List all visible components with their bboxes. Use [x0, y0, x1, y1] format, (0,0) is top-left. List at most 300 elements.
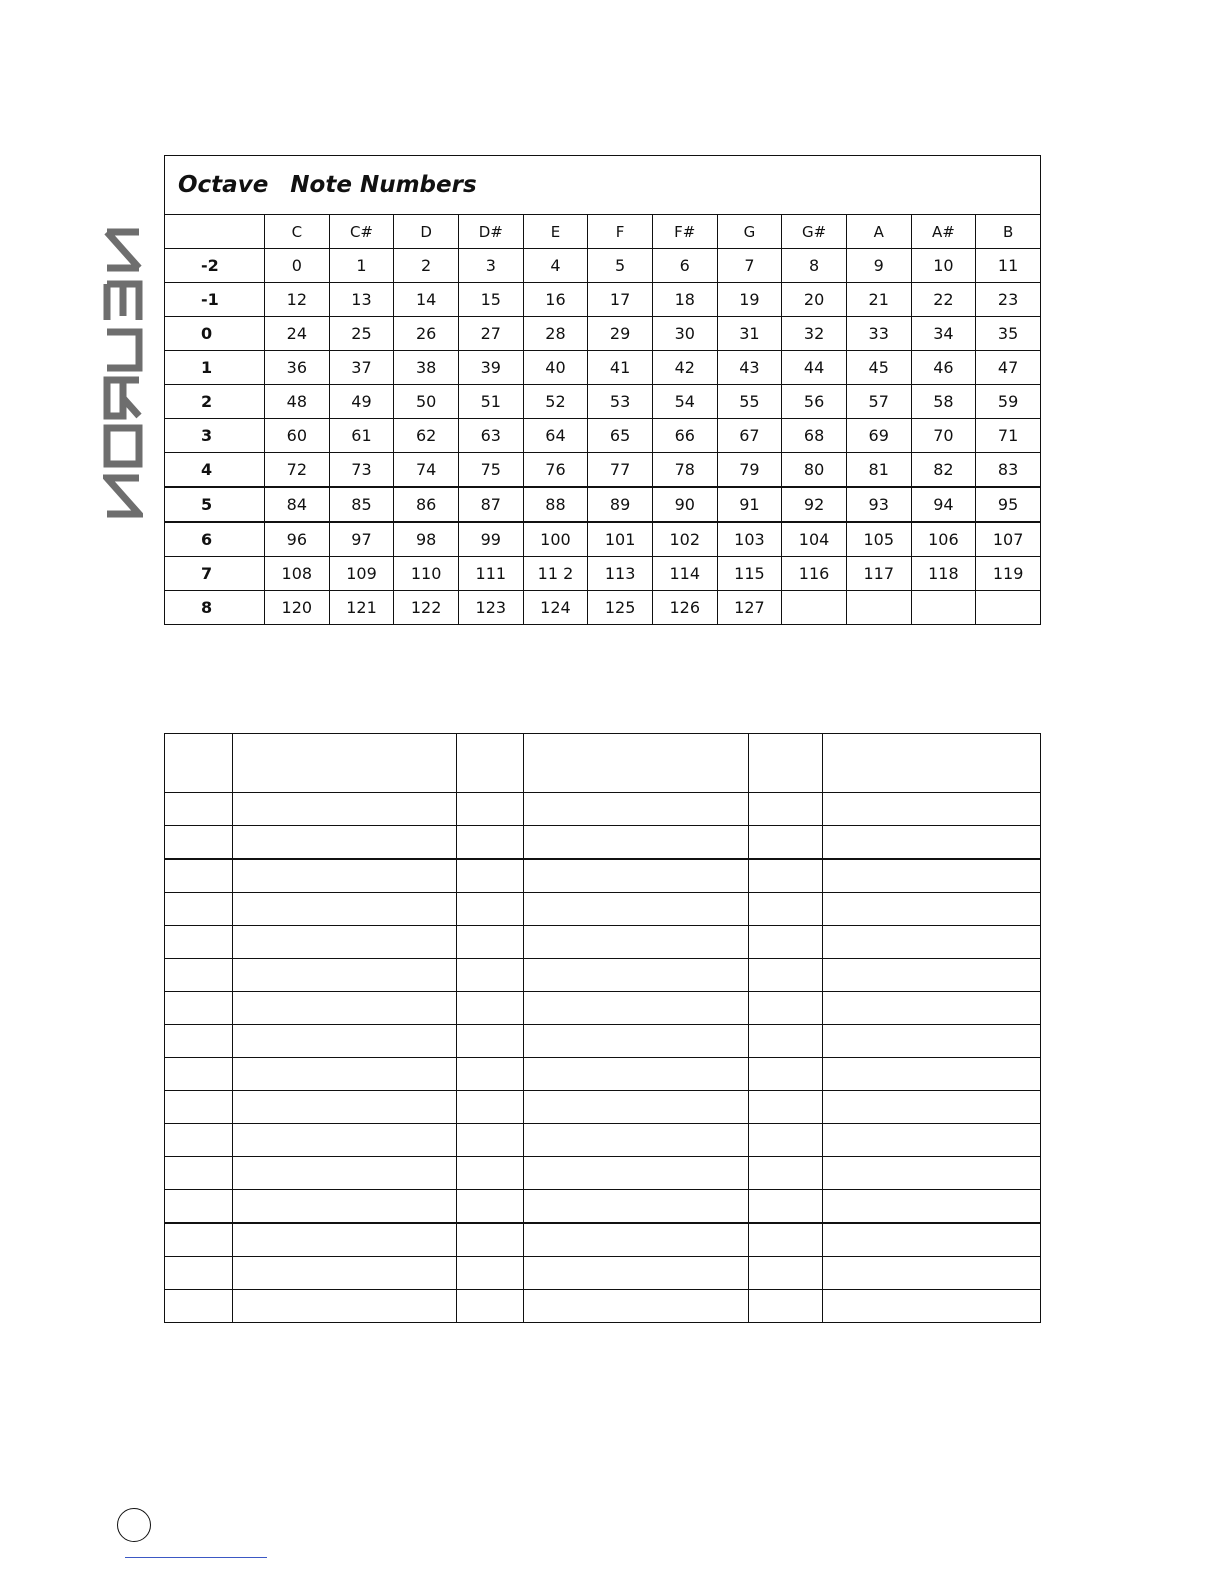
- note-number-cell: 119: [976, 557, 1041, 591]
- note-number-cell: 99: [458, 522, 523, 557]
- blank-cell: [823, 859, 1041, 893]
- note-number-cell: 92: [782, 487, 847, 522]
- blank-row: [165, 859, 1041, 893]
- note-number-cell: 108: [265, 557, 330, 591]
- octave-row: [165, 317, 1041, 351]
- note-number-cell: 11: [976, 249, 1041, 283]
- note-number-cell: 29: [588, 317, 653, 351]
- note-number-cell: 58: [911, 385, 976, 419]
- note-number-cell: 34: [911, 317, 976, 351]
- octave-row: [165, 453, 1041, 488]
- note-number-cell: 118: [911, 557, 976, 591]
- note-number-cell: 120: [265, 591, 330, 625]
- logo-letter-n-2: [107, 478, 139, 514]
- blank-header-cell: [233, 734, 457, 793]
- note-number-cell: 32: [782, 317, 847, 351]
- blank-cell: [165, 1157, 233, 1190]
- note-number-cell: 64: [523, 419, 588, 453]
- note-number-cell: 36: [265, 351, 330, 385]
- blank-cell: [823, 1124, 1041, 1157]
- note-number-cell: 61: [329, 419, 394, 453]
- blank-cell: [823, 1223, 1041, 1257]
- blank-cell: [749, 992, 823, 1025]
- note-number-cell: 71: [976, 419, 1041, 453]
- blank-cell: [524, 826, 749, 860]
- note-number-cell: 115: [717, 557, 782, 591]
- note-number-cell: 12: [265, 283, 330, 317]
- note-number-cell: 38: [394, 351, 459, 385]
- blank-cell: [749, 1190, 823, 1224]
- blank-cell: [233, 1157, 457, 1190]
- blank-cell: [524, 893, 749, 926]
- note-column-header: E: [523, 215, 588, 249]
- note-number-cell: 28: [523, 317, 588, 351]
- note-number-cell: 26: [394, 317, 459, 351]
- blank-cell: [457, 926, 524, 959]
- blank-cell: [524, 1025, 749, 1058]
- note-number-cell: 27: [458, 317, 523, 351]
- blank-cell: [457, 1025, 524, 1058]
- note-column-header: A#: [911, 215, 976, 249]
- note-number-cell: 66: [652, 419, 717, 453]
- note-column-header: C: [265, 215, 330, 249]
- note-number-cell: 9: [846, 249, 911, 283]
- octave-row: [165, 591, 1041, 625]
- note-column-header: D: [394, 215, 459, 249]
- note-number-cell: 68: [782, 419, 847, 453]
- note-number-cell: [911, 591, 976, 625]
- note-number-cell: 95: [976, 487, 1041, 522]
- note-number-cell: 63: [458, 419, 523, 453]
- blank-cell: [823, 1058, 1041, 1091]
- blank-cell: [749, 1290, 823, 1323]
- blank-row: [165, 1257, 1041, 1290]
- note-number-cell: 73: [329, 453, 394, 488]
- note-number-cell: 105: [846, 522, 911, 557]
- blank-cell: [524, 793, 749, 826]
- note-number-cell: 43: [717, 351, 782, 385]
- note-number-cell: 89: [588, 487, 653, 522]
- note-number-cell: 79: [717, 453, 782, 488]
- blank-cell: [233, 1223, 457, 1257]
- note-number-cell: 125: [588, 591, 653, 625]
- blank-cell: [165, 826, 233, 860]
- note-number-cell: 91: [717, 487, 782, 522]
- note-number-cell: 97: [329, 522, 394, 557]
- note-number-cell: 86: [394, 487, 459, 522]
- octave-row: [165, 522, 1041, 557]
- blank-header-cell: [457, 734, 524, 793]
- blank-cell: [233, 1257, 457, 1290]
- note-number-cell: 81: [846, 453, 911, 488]
- octave-label: 3: [165, 419, 265, 453]
- blank-row: [165, 926, 1041, 959]
- note-number-cell: 5: [588, 249, 653, 283]
- blank-cell: [749, 793, 823, 826]
- octave-label: 1: [165, 351, 265, 385]
- note-number-cell: 44: [782, 351, 847, 385]
- note-number-cell: 33: [846, 317, 911, 351]
- blank-cell: [233, 893, 457, 926]
- note-number-cell: 84: [265, 487, 330, 522]
- blank-cell: [749, 1257, 823, 1290]
- page-number-circle: [117, 1508, 151, 1542]
- note-number-cell: 20: [782, 283, 847, 317]
- note-number-cell: 57: [846, 385, 911, 419]
- note-number-cell: 25: [329, 317, 394, 351]
- blank-cell: [823, 826, 1041, 860]
- blank-cell: [165, 959, 233, 992]
- note-number-cell: 70: [911, 419, 976, 453]
- blank-cell: [823, 1025, 1041, 1058]
- page-footer-line: [125, 1557, 267, 1558]
- blank-cell: [165, 1091, 233, 1124]
- note-number-cell: 114: [652, 557, 717, 591]
- blank-cell: [457, 826, 524, 860]
- note-number-cell: 69: [846, 419, 911, 453]
- note-number-cell: 82: [911, 453, 976, 488]
- note-number-cell: 17: [588, 283, 653, 317]
- note-number-cell: 52: [523, 385, 588, 419]
- blank-cell: [457, 1190, 524, 1224]
- note-number-cell: 75: [458, 453, 523, 488]
- note-column-header: G#: [782, 215, 847, 249]
- blank-cell: [823, 959, 1041, 992]
- note-number-cell: 107: [976, 522, 1041, 557]
- note-number-cell: 121: [329, 591, 394, 625]
- header-blank-cell: [165, 215, 265, 249]
- octave-row: [165, 249, 1041, 283]
- note-number-cell: 113: [588, 557, 653, 591]
- note-number-cell: 11 2: [523, 557, 588, 591]
- note-number-cell: 56: [782, 385, 847, 419]
- blank-cell: [165, 1025, 233, 1058]
- blank-cell: [165, 893, 233, 926]
- note-number-cell: 98: [394, 522, 459, 557]
- blank-cell: [233, 1190, 457, 1224]
- note-number-cell: 18: [652, 283, 717, 317]
- blank-cell: [165, 1058, 233, 1091]
- note-number-cell: 74: [394, 453, 459, 488]
- note-header-row: [165, 215, 1041, 249]
- note-number-cell: 96: [265, 522, 330, 557]
- note-number-cell: 122: [394, 591, 459, 625]
- blank-cell: [524, 1157, 749, 1190]
- blank-row: [165, 1190, 1041, 1224]
- note-number-cell: 1: [329, 249, 394, 283]
- note-number-cell: 111: [458, 557, 523, 591]
- blank-cell: [749, 959, 823, 992]
- octave-label: 7: [165, 557, 265, 591]
- blank-cell: [233, 992, 457, 1025]
- note-number-table: [164, 155, 1041, 625]
- note-number-cell: 15: [458, 283, 523, 317]
- blank-header-cell: [749, 734, 823, 793]
- octave-row: [165, 351, 1041, 385]
- blank-cell: [165, 793, 233, 826]
- logo-letter-o: [107, 428, 139, 464]
- note-number-cell: [976, 591, 1041, 625]
- note-column-header: C#: [329, 215, 394, 249]
- note-number-cell: 4: [523, 249, 588, 283]
- octave-label: 5: [165, 487, 265, 522]
- blank-cell: [524, 1124, 749, 1157]
- note-number-cell: 51: [458, 385, 523, 419]
- octave-label: 8: [165, 591, 265, 625]
- blank-cell: [457, 1157, 524, 1190]
- octave-label: 2: [165, 385, 265, 419]
- blank-row: [165, 1124, 1041, 1157]
- blank-cell: [233, 926, 457, 959]
- blank-row: [165, 959, 1041, 992]
- note-column-header: G: [717, 215, 782, 249]
- note-number-cell: 13: [329, 283, 394, 317]
- blank-cell: [524, 859, 749, 893]
- logo-letter-e: [107, 284, 139, 320]
- blank-cell: [233, 826, 457, 860]
- blank-cell: [233, 1025, 457, 1058]
- note-number-cell: 31: [717, 317, 782, 351]
- blank-cell: [749, 1223, 823, 1257]
- blank-header-cell: [165, 734, 233, 793]
- note-number-cell: 24: [265, 317, 330, 351]
- note-number-cell: 123: [458, 591, 523, 625]
- blank-cell: [749, 926, 823, 959]
- blank-cell: [457, 1223, 524, 1257]
- blank-row: [165, 1091, 1041, 1124]
- note-number-cell: 65: [588, 419, 653, 453]
- blank-cell: [165, 992, 233, 1025]
- note-table-title: [165, 156, 1041, 215]
- blank-cell: [233, 859, 457, 893]
- blank-cell: [233, 1058, 457, 1091]
- blank-cell: [457, 793, 524, 826]
- blank-cell: [165, 1257, 233, 1290]
- blank-cell: [749, 859, 823, 893]
- note-number-cell: 83: [976, 453, 1041, 488]
- note-number-cell: 7: [717, 249, 782, 283]
- blank-row: [165, 992, 1041, 1025]
- octave-row: [165, 419, 1041, 453]
- blank-cell: [823, 1157, 1041, 1190]
- note-number-cell: 110: [394, 557, 459, 591]
- blank-cell: [165, 859, 233, 893]
- note-number-cell: 124: [523, 591, 588, 625]
- note-number-cell: 59: [976, 385, 1041, 419]
- blank-cell: [165, 1223, 233, 1257]
- octave-label: 0: [165, 317, 265, 351]
- blank-row: [165, 1025, 1041, 1058]
- note-number-cell: 3: [458, 249, 523, 283]
- blank-cell: [823, 992, 1041, 1025]
- logo-letter-u: [107, 332, 139, 368]
- note-number-cell: 10: [911, 249, 976, 283]
- blank-row: [165, 826, 1041, 860]
- blank-cell: [524, 959, 749, 992]
- note-number-cell: 46: [911, 351, 976, 385]
- blank-cell: [233, 1124, 457, 1157]
- octave-row: [165, 385, 1041, 419]
- blank-cell: [823, 1257, 1041, 1290]
- note-column-header: B: [976, 215, 1041, 249]
- note-number-cell: 103: [717, 522, 782, 557]
- blank-cell: [457, 1091, 524, 1124]
- blank-cell: [457, 1124, 524, 1157]
- octave-row: [165, 557, 1041, 591]
- blank-cell: [457, 1257, 524, 1290]
- note-number-cell: 55: [717, 385, 782, 419]
- note-number-cell: 93: [846, 487, 911, 522]
- blank-cell: [457, 959, 524, 992]
- blank-header-row: [165, 734, 1041, 793]
- note-column-header: D#: [458, 215, 523, 249]
- note-number-cell: 21: [846, 283, 911, 317]
- blank-cell: [749, 893, 823, 926]
- blank-cell: [457, 992, 524, 1025]
- blank-cell: [233, 959, 457, 992]
- note-number-cell: 62: [394, 419, 459, 453]
- note-number-cell: 6: [652, 249, 717, 283]
- blank-row: [165, 1290, 1041, 1323]
- blank-cell: [165, 926, 233, 959]
- octave-row: [165, 487, 1041, 522]
- note-number-cell: 42: [652, 351, 717, 385]
- blank-cell: [823, 893, 1041, 926]
- blank-cell: [524, 1257, 749, 1290]
- blank-cell: [749, 1025, 823, 1058]
- blank-cell: [233, 793, 457, 826]
- blank-cell: [457, 893, 524, 926]
- note-number-cell: 67: [717, 419, 782, 453]
- note-number-cell: 94: [911, 487, 976, 522]
- blank-cell: [233, 1290, 457, 1323]
- blank-cell: [823, 793, 1041, 826]
- blank-cell: [823, 1190, 1041, 1224]
- note-number-cell: 45: [846, 351, 911, 385]
- logo-letter-r: [107, 380, 139, 416]
- blank-cell: [524, 1223, 749, 1257]
- note-number-cell: 41: [588, 351, 653, 385]
- blank-row: [165, 1058, 1041, 1091]
- note-number-cell: 78: [652, 453, 717, 488]
- note-number-cell: 106: [911, 522, 976, 557]
- blank-cell: [823, 1091, 1041, 1124]
- note-number-cell: 127: [717, 591, 782, 625]
- note-number-cell: 80: [782, 453, 847, 488]
- octave-label: 4: [165, 453, 265, 488]
- blank-row: [165, 893, 1041, 926]
- note-number-cell: 49: [329, 385, 394, 419]
- blank-cell: [457, 1290, 524, 1323]
- note-number-cell: 47: [976, 351, 1041, 385]
- note-number-cell: 14: [394, 283, 459, 317]
- note-number-cell: 0: [265, 249, 330, 283]
- blank-cell: [165, 1190, 233, 1224]
- note-number-cell: 116: [782, 557, 847, 591]
- note-number-cell: 8: [782, 249, 847, 283]
- note-number-cell: 101: [588, 522, 653, 557]
- blank-cell: [165, 1290, 233, 1323]
- note-number-cell: 40: [523, 351, 588, 385]
- blank-header-cell: [524, 734, 749, 793]
- note-number-cell: 23: [976, 283, 1041, 317]
- blank-cell: [524, 1190, 749, 1224]
- blank-row: [165, 1157, 1041, 1190]
- note-number-cell: 104: [782, 522, 847, 557]
- blank-cell: [524, 1058, 749, 1091]
- blank-cell: [457, 1058, 524, 1091]
- blank-table: [164, 733, 1041, 1323]
- title-octave: Octave: [178, 172, 269, 198]
- note-number-cell: [782, 591, 847, 625]
- note-number-cell: 117: [846, 557, 911, 591]
- note-number-cell: 60: [265, 419, 330, 453]
- blank-cell: [524, 992, 749, 1025]
- blank-cell: [823, 926, 1041, 959]
- neuron-logo-mark: [103, 228, 143, 520]
- note-number-cell: 90: [652, 487, 717, 522]
- note-number-cell: 77: [588, 453, 653, 488]
- note-number-cell: 102: [652, 522, 717, 557]
- blank-cell: [165, 1124, 233, 1157]
- blank-header-cell: [823, 734, 1041, 793]
- note-number-cell: 53: [588, 385, 653, 419]
- note-number-cell: 87: [458, 487, 523, 522]
- note-number-cell: 85: [329, 487, 394, 522]
- blank-row: [165, 1223, 1041, 1257]
- note-number-cell: 72: [265, 453, 330, 488]
- note-number-cell: 30: [652, 317, 717, 351]
- blank-cell: [749, 1124, 823, 1157]
- neuron-logo: [103, 228, 143, 520]
- blank-cell: [749, 1058, 823, 1091]
- note-number-cell: 126: [652, 591, 717, 625]
- note-number-cell: 37: [329, 351, 394, 385]
- note-number-cell: [846, 591, 911, 625]
- blank-cell: [749, 826, 823, 860]
- title-note-numbers: Note Numbers: [290, 172, 477, 198]
- note-number-cell: 88: [523, 487, 588, 522]
- note-column-header: A: [846, 215, 911, 249]
- octave-label: -2: [165, 249, 265, 283]
- logo-letter-n: [107, 232, 139, 268]
- note-number-cell: 48: [265, 385, 330, 419]
- note-number-cell: 16: [523, 283, 588, 317]
- octave-label: 6: [165, 522, 265, 557]
- blank-row: [165, 793, 1041, 826]
- blank-cell: [823, 1290, 1041, 1323]
- octave-label: -1: [165, 283, 265, 317]
- note-number-cell: 54: [652, 385, 717, 419]
- blank-cell: [524, 1290, 749, 1323]
- note-number-cell: 109: [329, 557, 394, 591]
- note-number-cell: 22: [911, 283, 976, 317]
- note-number-cell: 50: [394, 385, 459, 419]
- note-number-cell: 2: [394, 249, 459, 283]
- note-number-cell: 76: [523, 453, 588, 488]
- blank-cell: [749, 1091, 823, 1124]
- octave-row: [165, 283, 1041, 317]
- blank-cell: [233, 1091, 457, 1124]
- blank-cell: [457, 859, 524, 893]
- note-number-cell: 39: [458, 351, 523, 385]
- note-number-cell: 100: [523, 522, 588, 557]
- note-column-header: F: [588, 215, 653, 249]
- note-column-header: F#: [652, 215, 717, 249]
- blank-cell: [749, 1157, 823, 1190]
- blank-cell: [524, 926, 749, 959]
- blank-cell: [524, 1091, 749, 1124]
